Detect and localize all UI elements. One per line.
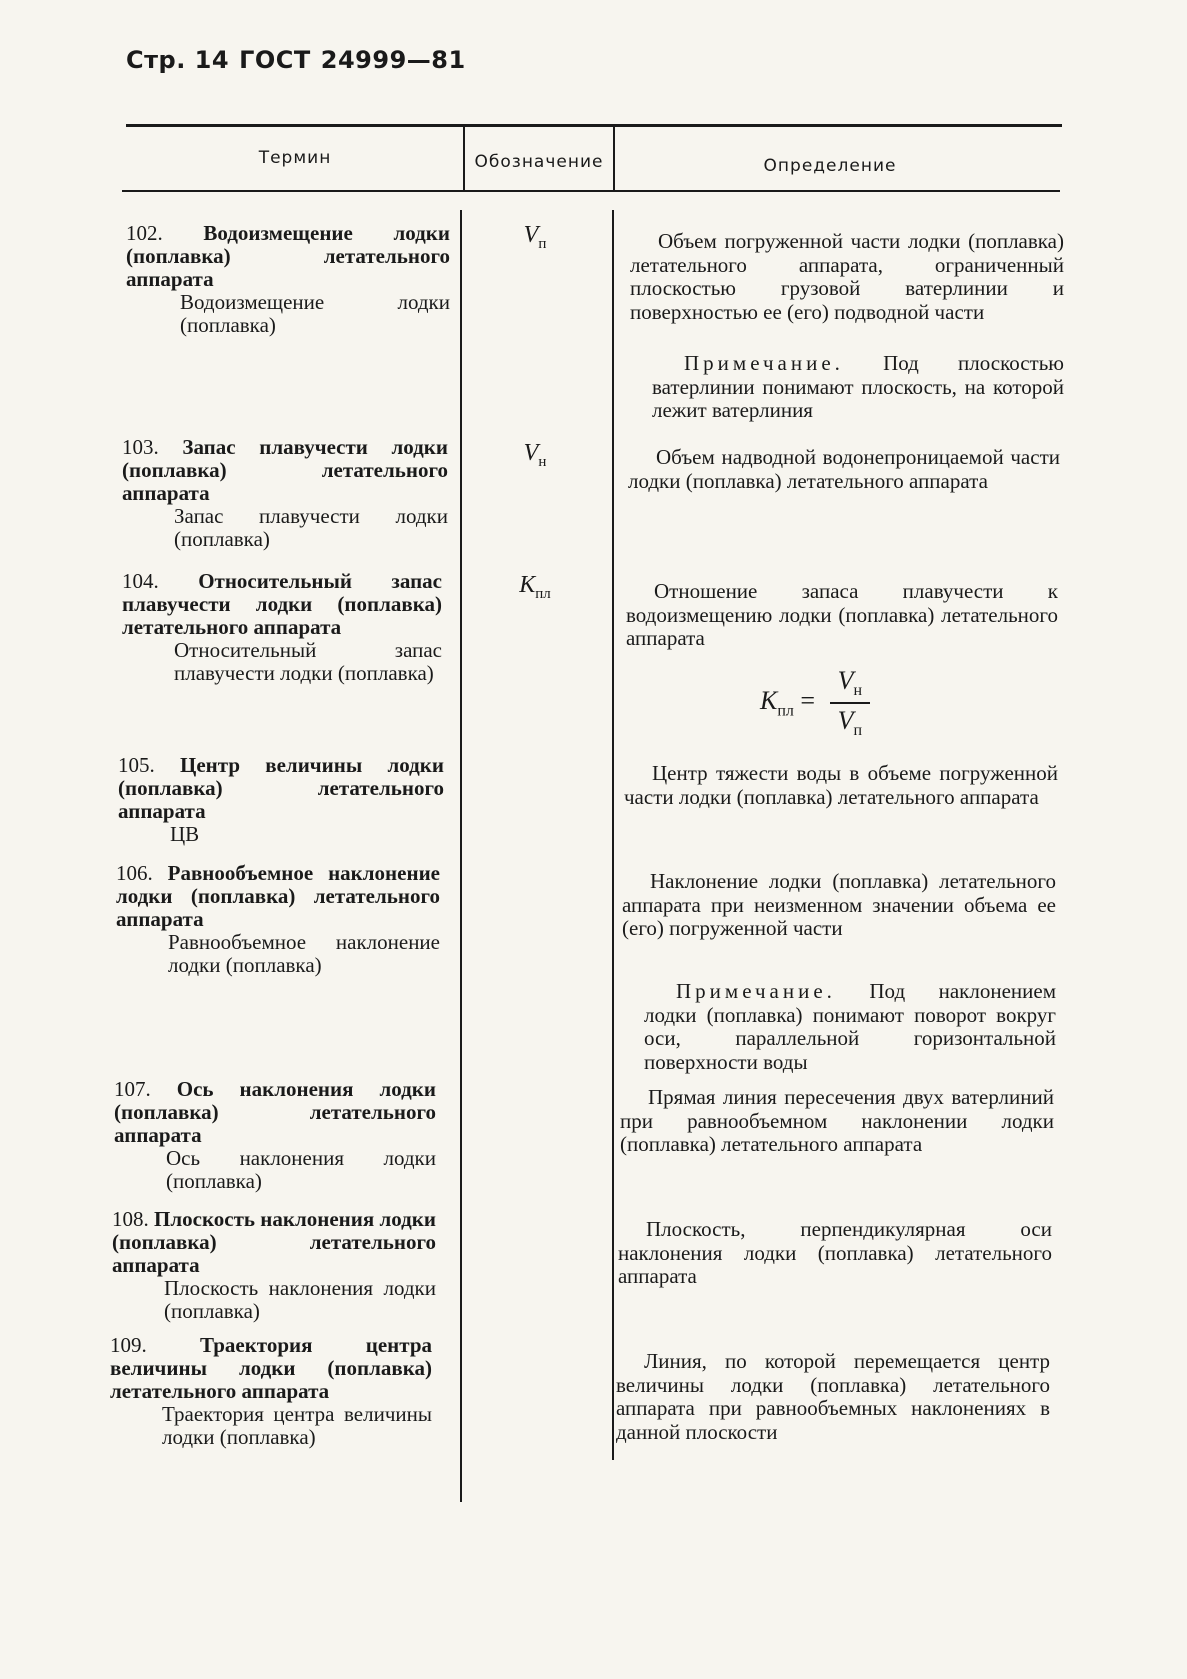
term-definition: Отношение запаса плавучести к водоизмещению лодки (поплавка) летательного аппарата — [626, 579, 1058, 650]
term-symbol: $V_п$ — [523, 222, 547, 252]
term-synonym: Относительный запас плавучести лодки (поплавка) — [174, 638, 442, 685]
term-definition: Объем надводной водонепроницаемой части лодки (поплавка) летательного аппарата — [628, 445, 1060, 493]
column-header-symbol: Обозначение — [474, 152, 604, 172]
term-name: Траектория центра величины лодки (поплавка) летательного аппарата — [110, 1333, 432, 1403]
term-name: Относительный запас плавучести лодки (поплавка) летательного аппарата — [122, 569, 442, 639]
entry-number: 109. — [110, 1333, 147, 1357]
note-label: Примечание. — [676, 979, 836, 1003]
term-definition: Прямая линия пересечения двух ватерлиний при равнообъемном наклонении лодки (поплавка) летательного аппарата — [620, 1085, 1054, 1156]
term-synonym: Траектория центра величины лодки (поплавка) — [162, 1402, 432, 1449]
term-entry — [110, 1334, 432, 1449]
entry-number: 108. — [112, 1207, 149, 1231]
term-name: Водоизмещение лодки (поплавка) летательного аппарата — [126, 221, 450, 291]
term-definition: Центр тяжести воды в объеме погруженной части лодки (поплавка) летательного аппарата — [624, 761, 1058, 809]
term-name: Центр величины лодки (поплавка) летательного аппарата — [118, 753, 444, 823]
term-synonym: Плоскость наклонения лодки (поплавка) — [164, 1276, 436, 1323]
standard-label: ГОСТ — [239, 46, 311, 74]
fraction: $\frac{V_н}{V_п}$ — [830, 666, 870, 740]
column-divider — [613, 124, 615, 192]
term-entry — [118, 754, 444, 846]
term-note: Примечание. Под плоскостью ватерлинии понимают плоскость, на которой лежит ватерлиния — [652, 351, 1064, 422]
term-entry — [116, 862, 440, 977]
column-divider — [612, 210, 614, 1460]
note-label: Примечание. — [684, 351, 844, 375]
column-header-definition: Определение — [763, 156, 897, 176]
column-header-term: Термин — [258, 148, 332, 168]
term-definition: Объем погруженной части лодки (поплавка) летательного аппарата, ограниченный плоскостью грузовой ватерлинии и поверхностью ее (его) подводной части — [630, 229, 1064, 324]
entry-number: 104. — [122, 569, 159, 593]
term-entry — [122, 436, 448, 551]
formula: $K_{пл}$ = $\frac{V_н}{V_п}$ — [760, 666, 870, 740]
term-synonym: Водоизмещение лодки (поплавка) — [180, 290, 450, 337]
term-note: Примечание. Под наклонением лодки (поплавка) понимают поворот вокруг оси, параллельной горизонтальной поверхности воды — [644, 979, 1056, 1074]
term-definition: Наклонение лодки (поплавка) летательного аппарата при неизменном значении объема ее (его) погруженной части — [622, 869, 1056, 940]
term-synonym: Запас плавучести лодки (поплавка) — [174, 504, 448, 551]
term-synonym: Ось наклонения лодки (поплавка) — [166, 1146, 436, 1193]
term-name: Запас плавучести лодки (поплавка) летательного аппарата — [122, 435, 449, 505]
page-number: Стр. 14 — [126, 46, 230, 74]
page-header — [126, 46, 476, 74]
term-entry — [126, 222, 450, 337]
entry-number: 103. — [122, 435, 159, 459]
entry-number: 105. — [118, 753, 155, 777]
term-synonym: ЦВ — [170, 822, 200, 846]
term-definition: Плоскость, перпендикулярная оси наклонения лодки (поплавка) летательного аппарата — [618, 1217, 1052, 1288]
term-name: Равнообъемное наклонение лодки (поплавка) летательного аппарата — [116, 861, 440, 931]
column-divider — [460, 210, 462, 1502]
term-synonym: Равнообъемное наклонение лодки (поплавка) — [168, 930, 440, 977]
term-entry — [112, 1208, 436, 1323]
header-rule — [122, 190, 1060, 192]
column-divider — [463, 124, 465, 192]
term-entry — [122, 570, 442, 685]
term-name: Плоскость наклонения лодки (поплавка) летательного аппарата — [112, 1207, 436, 1277]
entry-number: 107. — [114, 1077, 151, 1101]
term-symbol: $K_{пл}$ — [519, 572, 551, 602]
term-definition: Линия, по которой перемещается центр величины лодки (поплавка) летательного аппарата при равнообъемных наклонениях в данной плоскости — [616, 1349, 1050, 1444]
term-entry — [114, 1078, 436, 1193]
entry-number: 106. — [116, 861, 153, 885]
term-name: Ось наклонения лодки (поплавка) летательного аппарата — [114, 1077, 436, 1147]
entry-number: 102. — [126, 221, 163, 245]
standard-number: 24999—81 — [320, 46, 466, 74]
term-symbol: $V_н$ — [523, 440, 547, 470]
top-rule — [126, 124, 1062, 127]
